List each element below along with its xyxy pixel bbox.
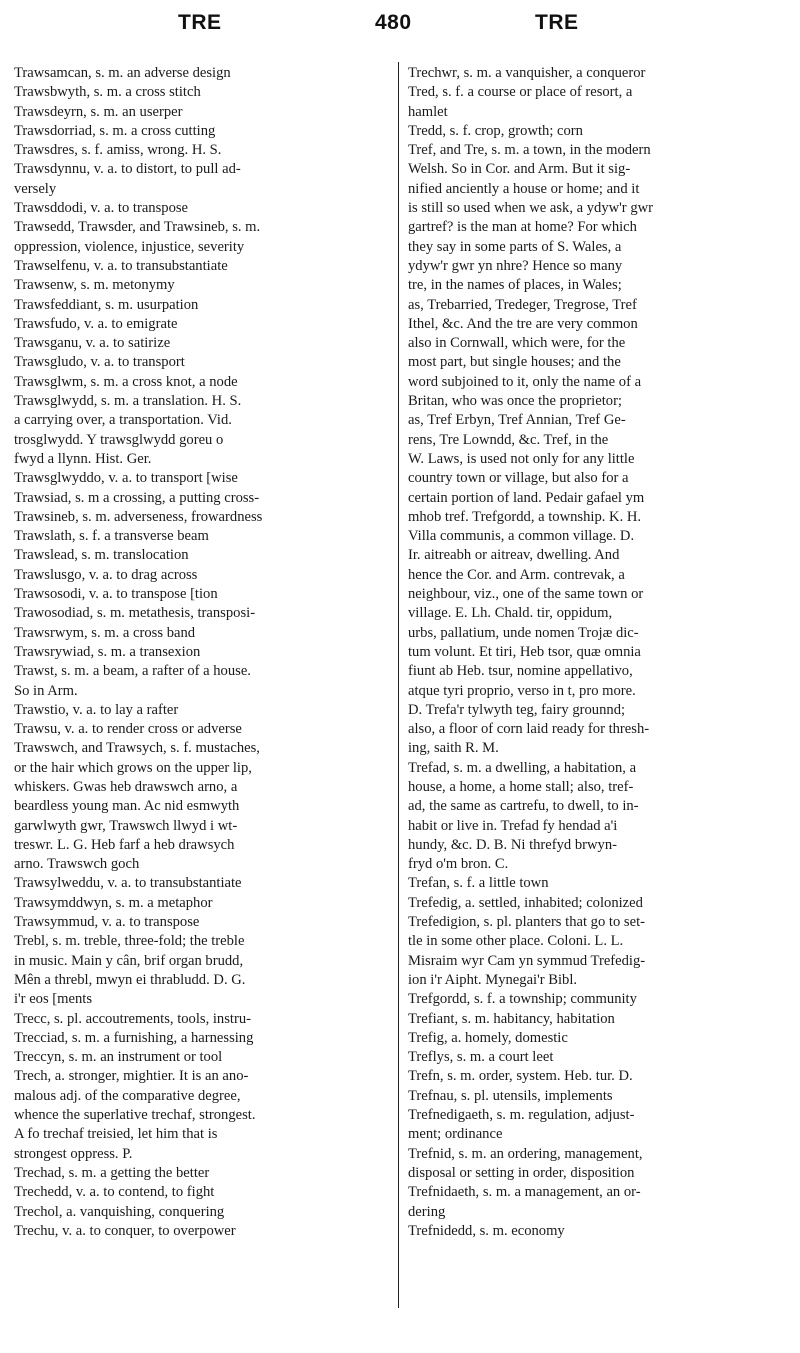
entry-line: fryd o'm bron. C. (408, 856, 509, 873)
page-number: 480 (375, 11, 412, 34)
entry-line: Tredd, s. f. crop, growth; corn (408, 122, 583, 139)
entry-line: neighbour, viz., one of the same town or (408, 586, 644, 603)
entry-line: dering (408, 1203, 446, 1220)
entry-line: Trawslath, s. f. a transverse beam (14, 528, 209, 545)
entry-line: Trefad, s. m. a dwelling, a habitation, a (408, 759, 637, 776)
entry-line: Trech, a. stronger, mightier. It is an ano- (14, 1068, 249, 1085)
entry-line: gartref? is the man at home? For which (408, 219, 637, 236)
entry-line: W. Laws, is used not only for any little (408, 450, 635, 467)
entry-line: Trefiant, s. m. habitancy, habitation (408, 1010, 615, 1027)
entry-line: certain portion of land. Pedair gafael ym (408, 489, 645, 506)
entry-line: oppression, violence, injustice, severity (14, 238, 245, 255)
entry-line: Villa communis, a common village. D. (408, 528, 635, 545)
entry-line: whiskers. Gwas heb drawswch arno, a (14, 778, 238, 795)
entry-line: Trawsdeyrn, s. m. an userper (14, 103, 183, 120)
entry-line: Trawsrwym, s. m. a cross band (14, 624, 196, 641)
entry-line: rens, Tre Lowndd, &c. Tref, in the (408, 431, 609, 448)
entry-line: Trawsenw, s. m. metonymy (14, 277, 175, 294)
entry-line: Trefnidedd, s. m. economy (408, 1222, 565, 1239)
entry-line: Trecc, s. pl. accoutrements, tools, instru- (14, 1010, 251, 1027)
entry-line: Trawstio, v. a. to lay a rafter (14, 701, 179, 718)
entry-line: Mên a threbl, mwyn ei thrabludd. D. G. (14, 971, 246, 988)
entry-line: country town or village, but also for a (408, 470, 629, 487)
entry-line: Trawsfudo, v. a. to emigrate (14, 315, 178, 332)
right-column (408, 64, 786, 1241)
entry-line: Trawsylweddu, v. a. to transubstantiate (14, 875, 242, 892)
entry-line: Trefnidaeth, s. m. a management, an or- (408, 1184, 641, 1201)
entry-line: tle in some other place. Coloni. L. L. (408, 933, 624, 950)
entry-line: Trawsglwyddo, v. a. to transport [wise (14, 470, 238, 487)
entry-line: Trawselfenu, v. a. to transubstantiate (14, 257, 228, 274)
entry-line: Trawsymmud, v. a. to transpose (14, 914, 200, 931)
entry-line: Trefan, s. f. a little town (408, 875, 549, 892)
entry-line: So in Arm. (14, 682, 78, 699)
entry-line: house, a home, a home stall; also, tref- (408, 778, 634, 795)
entry-line: arno. Trawswch goch (14, 856, 140, 873)
entry-line: Trawsamcan, s. m. an adverse design (14, 65, 231, 81)
entry-line: ad, the same as cartrefu, to dwell, to in- (408, 798, 639, 815)
entry-line: Trefn, s. m. order, system. Heb. tur. D. (408, 1068, 633, 1085)
entry-line: fwyd a llynn. Hist. Ger. (14, 450, 152, 467)
entry-line: also, a floor of corn laid ready for thresh- (408, 721, 650, 738)
entry-line: Trawswch, and Trawsych, s. f. mustaches, (14, 740, 260, 757)
entry-line: Trawsineb, s. m. adverseness, frowardness (14, 508, 263, 525)
entry-line: Trebl, s. m. treble, three-fold; the treble (14, 933, 245, 950)
entry-line: tum volunt. Et tiri, Heb tsor, quæ omnia (408, 643, 641, 660)
entry-line: Tref, and Tre, s. m. a town, in the modern (408, 142, 651, 159)
entry-line: Trawsymddwyn, s. m. a metaphor (14, 894, 213, 911)
entry-line: Trawsrywiad, s. m. a transexion (14, 643, 201, 660)
entry-line: Trechol, a. vanquishing, conquering (14, 1203, 225, 1220)
entry-line: hundy, &c. D. B. Ni threfyd brwyn- (408, 836, 618, 853)
entry-line: Trawsddodi, v. a. to transpose (14, 200, 189, 217)
entry-line: Ir. aitreabh or aitreav, dwelling. And (408, 547, 620, 564)
entry-line: beardless young man. Ac nid esmwyth (14, 798, 240, 815)
entry-line: Trawsglwm, s. m. a cross knot, a node (14, 373, 238, 390)
entry-line: Trechedd, v. a. to contend, to fight (14, 1184, 215, 1201)
entry-line: Trawslusgo, v. a. to drag across (14, 566, 198, 583)
entry-line: Trefgordd, s. f. a township; community (408, 991, 637, 1008)
entry-line: they say in some parts of S. Wales, a (408, 238, 622, 255)
entry-line: Trawsbwyth, s. m. a cross stitch (14, 84, 201, 101)
right-guide-word: TRE (535, 11, 579, 34)
entry-line: Trawsdynnu, v. a. to distort, to pull ad- (14, 161, 241, 178)
entry-line: fiunt ab Heb. tsur, nomine appellativo, (408, 663, 633, 680)
entry-line: garwlwyth gwr, Trawswch llwyd i wt- (14, 817, 238, 834)
entry-line: Trefnedigaeth, s. m. regulation, adjust- (408, 1107, 635, 1124)
entry-line: trosglwydd. Y trawsglwydd goreu o (14, 431, 224, 448)
entry-line: A fo trechaf treisied, let him that is (14, 1126, 218, 1143)
column-divider (398, 62, 399, 1308)
entry-line: urbs, pallatium, unde nomen Trojæ dic- (408, 624, 639, 641)
entry-line: Misraim wyr Cam yn symmud Trefedig- (408, 952, 646, 969)
entry-line: Ithel, &c. And the tre are very common (408, 315, 638, 332)
entry-line: Trefedigion, s. pl. planters that go to set- (408, 914, 645, 931)
entry-line: hence the Cor. and Arm. contrevak, a (408, 566, 625, 583)
entry-line: Trechad, s. m. a getting the better (14, 1164, 210, 1181)
entry-line: versely (14, 180, 57, 197)
entry-line: or the hair which grows on the upper lip, (14, 759, 252, 776)
entry-line: Trefnid, s. m. an ordering, management, (408, 1145, 643, 1162)
entry-line: malous adj. of the comparative degree, (14, 1087, 241, 1104)
entry-line: Tred, s. f. a course or place of resort, a (408, 84, 633, 101)
entry-line: Trechwr, s. m. a vanquisher, a conqueror (408, 65, 646, 81)
entry-line: Trawsglwydd, s. m. a translation. H. S. (14, 393, 242, 410)
entry-line: ing, saith R. M. (408, 740, 499, 757)
entry-line: mhob tref. Trefgordd, a township. K. H. (408, 508, 642, 525)
entry-line: Trefig, a. homely, domestic (408, 1029, 568, 1046)
page-header (0, 0, 800, 46)
entry-line: ion i'r Aipht. Mynegai'r Bibl. (408, 971, 578, 988)
entry-line: nified anciently a house or home; and it (408, 180, 640, 197)
entry-line: whence the superlative trechaf, strongest. (14, 1107, 256, 1124)
entry-line: habit or live in. Trefad fy hendad a'i (408, 817, 618, 834)
entry-line: tre, in the names of places, in Wales; (408, 277, 622, 294)
entry-line: treswr. L. G. Heb farf a heb drawsych (14, 836, 235, 853)
entry-line: village. E. Lh. Chald. tir, oppidum, (408, 605, 613, 622)
entry-line: Trawsfeddiant, s. m. usurpation (14, 296, 199, 313)
entry-line: Trawsiad, s. m a crossing, a putting cross- (14, 489, 260, 506)
entry-line: in music. Main y cân, brif organ brudd, (14, 952, 244, 969)
entry-line: Trawsu, v. a. to render cross or adverse (14, 721, 242, 738)
entry-line: Trawsdorriad, s. m. a cross cutting (14, 122, 216, 139)
entry-line: Trecciad, s. m. a furnishing, a harnessing (14, 1029, 254, 1046)
entry-line: Trawslead, s. m. translocation (14, 547, 189, 564)
entry-line: a carrying over, a transportation. Vid. (14, 412, 232, 429)
entry-line: word subjoined to it, only the name of a (408, 373, 642, 390)
entry-line: D. Trefa'r tylwyth teg, fairy grounnd; (408, 701, 626, 718)
left-column (14, 64, 390, 1241)
entry-line: Welsh. So in Cor. and Arm. But it sig- (408, 161, 631, 178)
left-guide-word: TRE (178, 11, 222, 34)
entry-line: also in Cornwall, which were, for the (408, 335, 626, 352)
entry-line: Trawsedd, Trawsder, and Trawsineb, s. m. (14, 219, 261, 236)
entry-line: Trechu, v. a. to conquer, to overpower (14, 1222, 236, 1239)
entry-line: Treccyn, s. m. an instrument or tool (14, 1049, 223, 1066)
entry-line: hamlet (408, 103, 448, 120)
entry-line: as, Tref Erbyn, Tref Annian, Tref Ge- (408, 412, 626, 429)
entry-line: ydyw'r gwr yn nhre? Hence so many (408, 257, 623, 274)
entry-line: atque tyri proprio, verso in t, pro more. (408, 682, 636, 699)
entry-line: is still so used when we ask, a ydyw'r gwr (408, 200, 654, 217)
entry-line: Trawosodiad, s. m. metathesis, transposi- (14, 605, 256, 622)
entry-line: disposal or setting in order, disposition (408, 1164, 635, 1181)
entry-line: as, Trebarried, Tredeger, Tregrose, Tref (408, 296, 637, 313)
entry-line: Trefedig, a. settled, inhabited; colonized (408, 894, 643, 911)
entry-line: Trawsdres, s. f. amiss, wrong. H. S. (14, 142, 222, 159)
entry-line: ment; ordinance (408, 1126, 503, 1143)
entry-line: i'r eos [ments (14, 991, 93, 1008)
entry-line: Britan, who was once the proprietor; (408, 393, 622, 410)
entry-line: Trawsgludo, v. a. to transport (14, 354, 185, 371)
entry-line: Trefnau, s. pl. utensils, implements (408, 1087, 613, 1104)
entry-line: most part, but single houses; and the (408, 354, 621, 371)
entry-line: Trawsosodi, v. a. to transpose [tion (14, 586, 218, 603)
entry-line: Trawsganu, v. a. to satirize (14, 335, 171, 352)
entry-line: strongest oppress. P. (14, 1145, 133, 1162)
entry-line: Treflys, s. m. a court leet (408, 1049, 554, 1066)
entry-line: Trawst, s. m. a beam, a rafter of a house. (14, 663, 251, 680)
